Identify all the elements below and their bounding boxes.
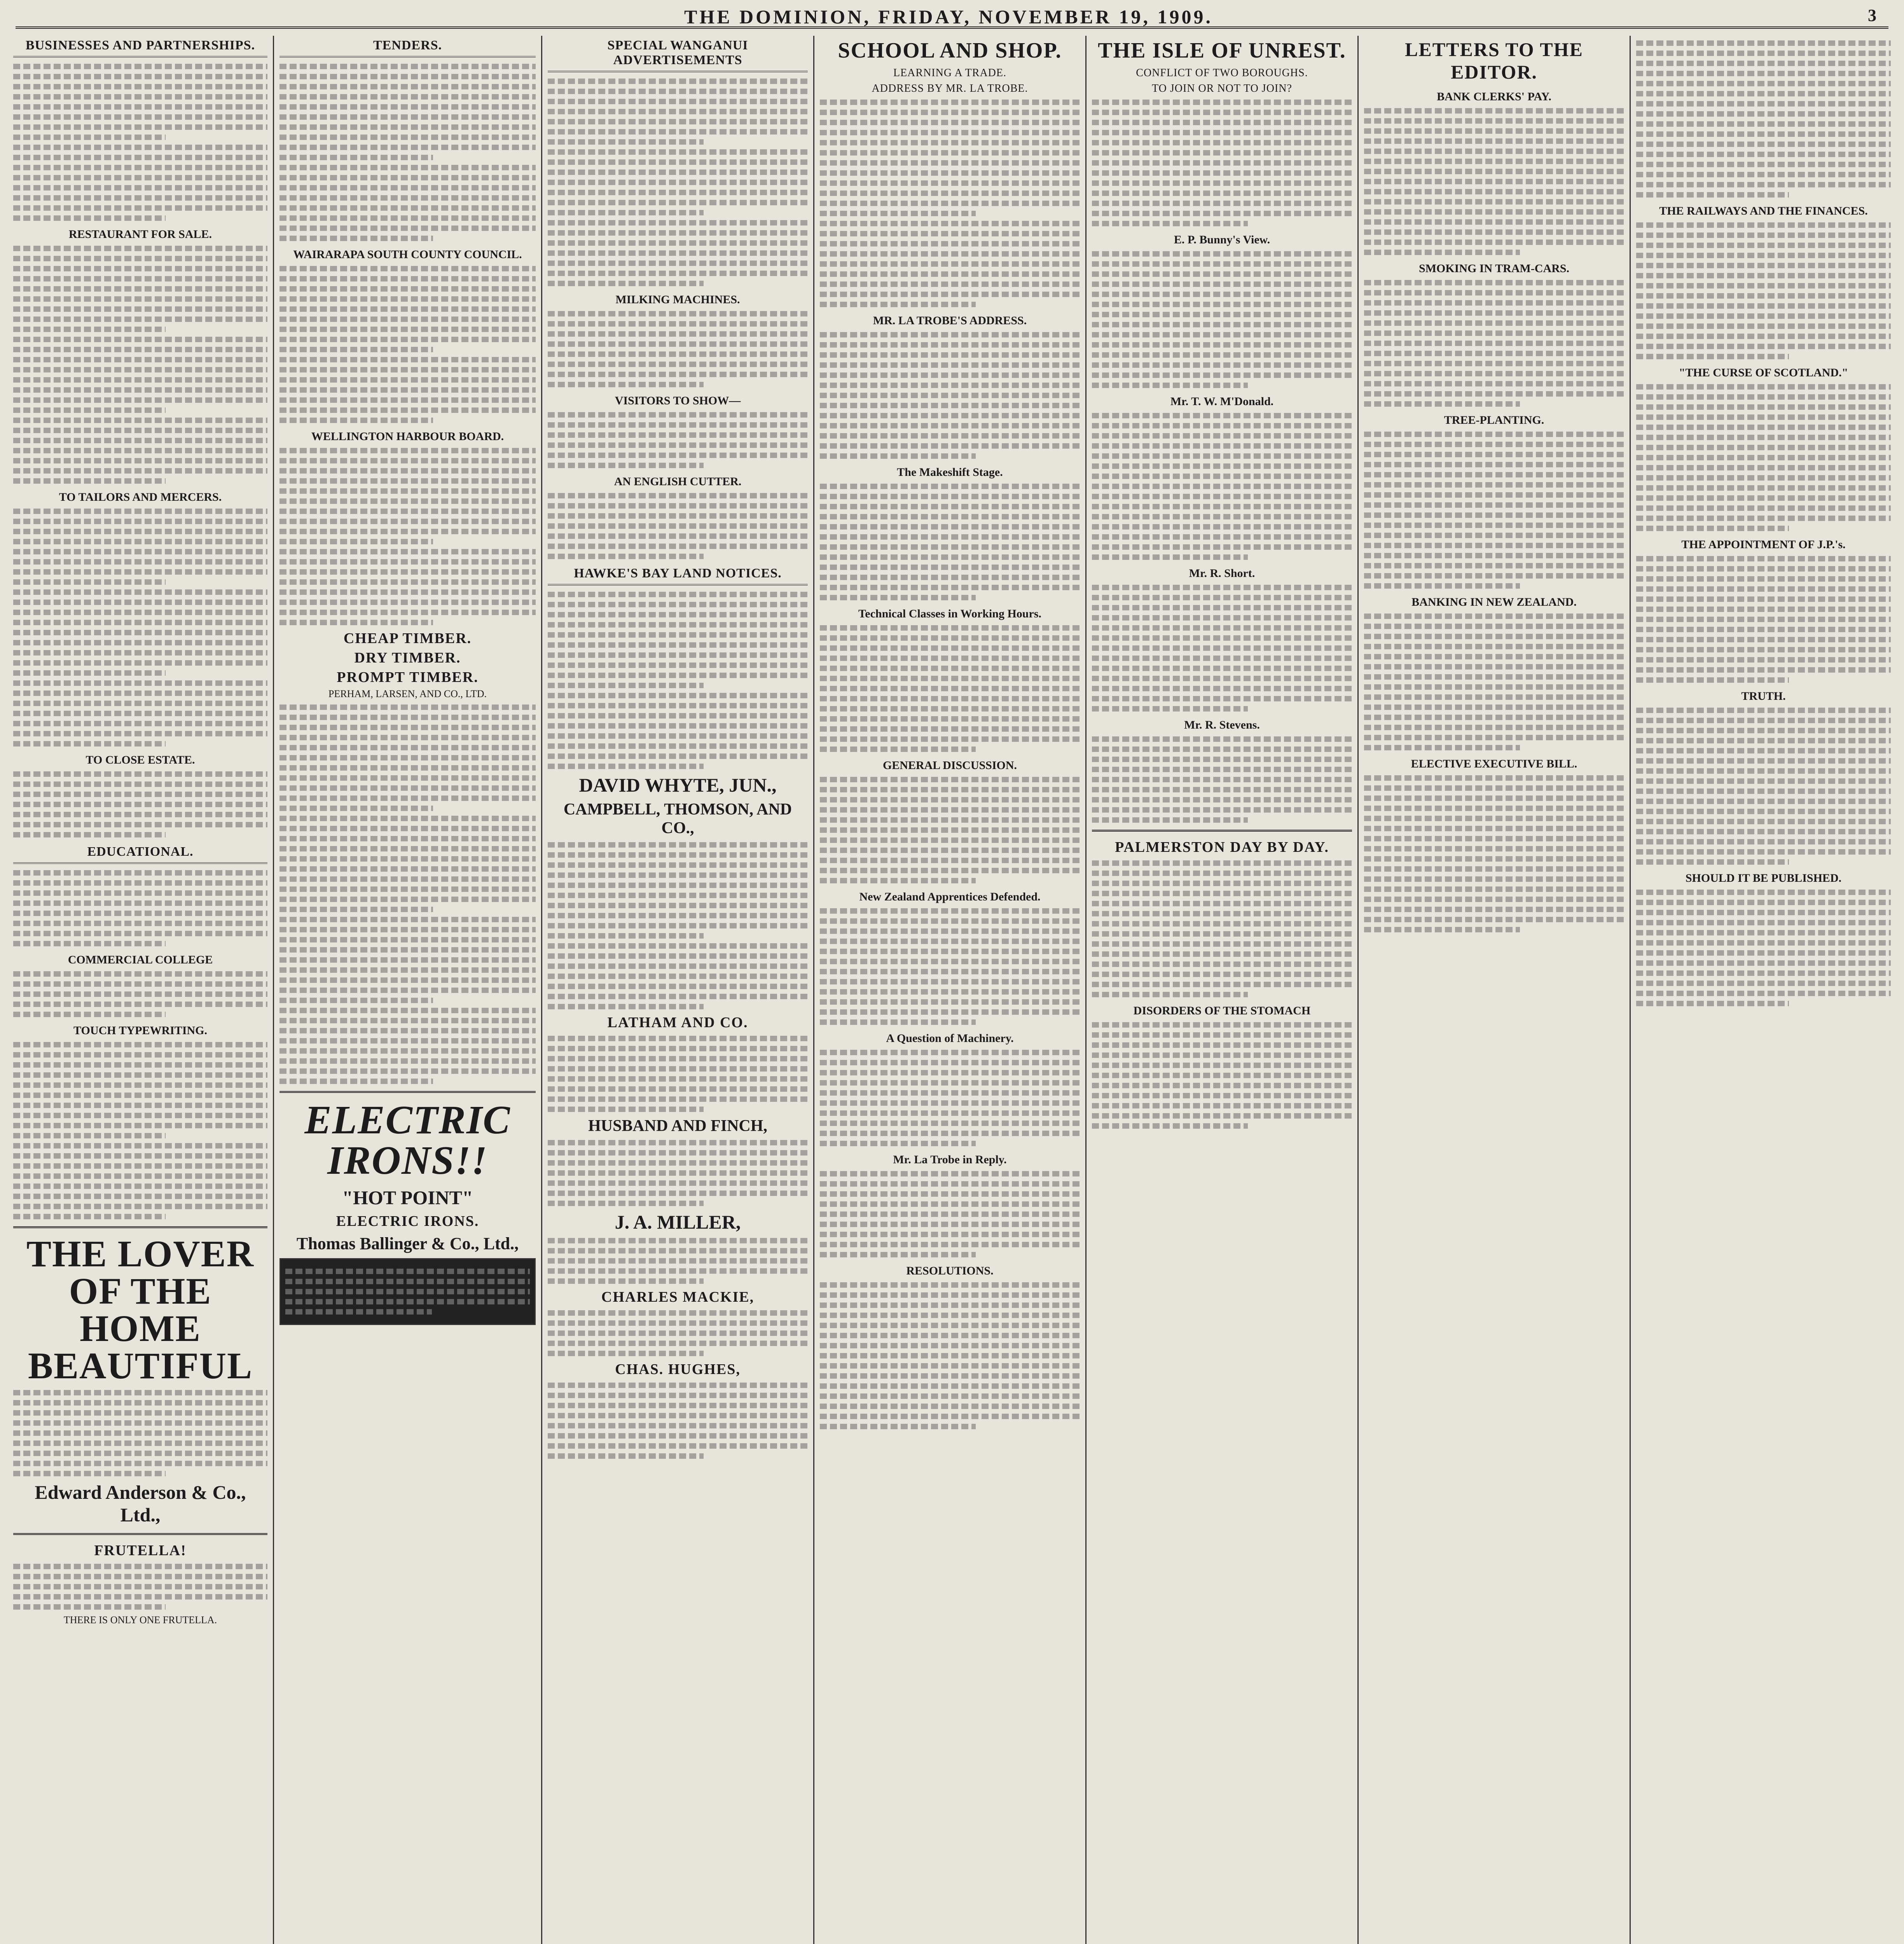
article-subheading: TREE-PLANTING. xyxy=(1444,414,1544,427)
advertisement-text xyxy=(285,1269,530,1315)
article-text xyxy=(820,1050,1080,1146)
advertisement-company: HUSBAND AND FINCH, xyxy=(588,1117,767,1135)
article-text xyxy=(820,777,1080,883)
classified-ads xyxy=(13,64,267,221)
advertisement-text xyxy=(548,311,808,387)
article-text xyxy=(820,484,1080,600)
letter-text xyxy=(1364,432,1624,589)
advertisement-headline: PROMPT TIMBER. xyxy=(337,669,479,685)
article-text xyxy=(1092,100,1352,226)
classified-ads xyxy=(13,509,267,746)
advertisement-company: CHARLES MACKIE, xyxy=(601,1289,755,1305)
classified-ads xyxy=(13,870,267,946)
article-text xyxy=(820,1282,1080,1429)
advertisement-company: J. A. MILLER, xyxy=(615,1211,741,1233)
tender-notices xyxy=(279,705,536,1084)
section-heading: WAIRARAPA SOUTH COUNTY COUNCIL. xyxy=(293,248,522,261)
section-heading: AN ENGLISH CUTTER. xyxy=(614,475,742,488)
advertisement-company: Thomas Ballinger & Co., Ltd., xyxy=(296,1234,519,1253)
page-number: 3 xyxy=(1868,6,1877,25)
section-heading: COMMERCIAL COLLEGE xyxy=(68,953,213,966)
article-text xyxy=(1092,860,1352,997)
article-subheading: LEARNING A TRADE. xyxy=(893,67,1007,79)
advertisement-text xyxy=(13,1390,267,1476)
section-heading: MILKING MACHINES. xyxy=(615,293,740,306)
article-subheading: MR. LA TROBE'S ADDRESS. xyxy=(873,314,1027,327)
advertisement-company: CAMPBELL, THOMSON, AND CO., xyxy=(563,801,792,837)
article-subheading: BANKING IN NEW ZEALAND. xyxy=(1411,596,1577,608)
article-subheading: TRUTH. xyxy=(1741,690,1786,703)
column-6 xyxy=(1359,36,1631,1944)
article-subheading: The Makeshift Stage. xyxy=(897,466,1003,479)
advertisement-headline: ELECTRIC IRONS!! xyxy=(304,1098,511,1183)
advertisement-text xyxy=(548,493,808,559)
masthead-title: THE DOMINION, FRIDAY, NOVEMBER 19, 1909. xyxy=(684,6,1213,28)
advertisement-company: LATHAM AND CO. xyxy=(607,1014,748,1031)
article-text xyxy=(820,100,1080,307)
article-subheading: Mr. T. W. M'Donald. xyxy=(1170,395,1274,408)
advertisement-text xyxy=(1092,1022,1352,1129)
article-text xyxy=(820,625,1080,752)
article-subheading: SHOULD IT BE PUBLISHED. xyxy=(1685,872,1842,885)
tender-notices xyxy=(279,266,536,423)
column-heading: BUSINESSES AND PARTNERSHIPS. xyxy=(13,36,267,58)
classified-ads xyxy=(13,1042,267,1219)
land-notices xyxy=(548,1238,808,1284)
article-subheading: ADDRESS BY MR. LA TROBE. xyxy=(872,82,1028,94)
advertisement-text xyxy=(548,79,808,286)
land-notices xyxy=(548,592,808,769)
article-headline: THE ISLE OF UNREST. xyxy=(1098,38,1346,63)
land-notices xyxy=(548,1310,808,1356)
column-3 xyxy=(542,36,814,1944)
advertisement-text xyxy=(548,412,808,468)
advertisement-headline: CHEAP TIMBER. xyxy=(343,630,472,647)
article-subheading: Mr. R. Short. xyxy=(1189,567,1255,580)
advertisement-company: PERHAM, LARSEN, AND CO., LTD. xyxy=(328,688,487,699)
section-heading: RESTAURANT FOR SALE. xyxy=(68,228,212,241)
article-subheading: GENERAL DISCUSSION. xyxy=(882,759,1017,772)
section-heading: EDUCATIONAL. xyxy=(13,842,267,864)
column-4 xyxy=(814,36,1087,1944)
advertisement-headline: THE LOVER OF THE HOME BEAUTIFUL xyxy=(26,1233,255,1386)
column-2 xyxy=(274,36,542,1944)
advertisement-company: Edward Anderson & Co., Ltd., xyxy=(35,1481,246,1526)
column-1 xyxy=(8,36,274,1944)
classified-ads xyxy=(13,771,267,837)
article-subheading: A Question of Machinery. xyxy=(886,1032,1014,1045)
article-headline: LETTERS TO THE EDITOR. xyxy=(1405,38,1583,83)
article-subheading: "THE CURSE OF SCOTLAND." xyxy=(1679,366,1848,379)
land-notices xyxy=(548,1140,808,1206)
letter-text xyxy=(1364,280,1624,407)
article-subheading: New Zealand Apprentices Defended. xyxy=(859,890,1041,903)
column-heading: SPECIAL WANGANUI ADVERTISEMENTS xyxy=(548,36,808,72)
column-heading: TENDERS. xyxy=(279,36,536,58)
advertisement-headline: FRUTELLA! xyxy=(94,1542,187,1559)
advertisement-footer: THERE IS ONLY ONE FRUTELLA. xyxy=(63,1614,217,1626)
article-subheading: Technical Classes in Working Hours. xyxy=(858,607,1041,620)
article-headline: SCHOOL AND SHOP. xyxy=(838,38,1062,63)
article-text xyxy=(820,1171,1080,1257)
advertisement-box xyxy=(279,1258,536,1325)
article-text xyxy=(1092,585,1352,712)
article-subheading: Mr. R. Stevens. xyxy=(1184,719,1260,731)
article-text xyxy=(1092,736,1352,823)
section-heading: TOUCH TYPEWRITING. xyxy=(73,1024,207,1037)
advertisement-company: CHAS. HUGHES, xyxy=(615,1361,741,1378)
letter-text xyxy=(1364,614,1624,750)
article-subheading: E. P. Bunny's View. xyxy=(1174,233,1270,246)
classified-ads xyxy=(13,246,267,484)
letter-text xyxy=(1636,222,1891,359)
letter-text xyxy=(1364,108,1624,255)
article-subheading: TO JOIN OR NOT TO JOIN? xyxy=(1152,82,1292,94)
column-7 xyxy=(1631,36,1896,1944)
letter-text xyxy=(1636,384,1891,531)
article-subheading: CONFLICT OF TWO BOROUGHS. xyxy=(1136,67,1308,79)
advertisement-product: "HOT POINT" xyxy=(342,1187,473,1208)
article-subheading: ELECTIVE EXECUTIVE BILL. xyxy=(1411,757,1577,770)
land-notices xyxy=(548,1383,808,1459)
advertisement-company: DAVID WHYTE, JUN., xyxy=(579,774,777,796)
land-notices xyxy=(548,842,808,1009)
article-subheading: Mr. La Trobe in Reply. xyxy=(893,1153,1007,1166)
advertisement-headline: DRY TIMBER. xyxy=(354,650,461,666)
article-text xyxy=(1092,251,1352,388)
section-heading: HAWKE'S BAY LAND NOTICES. xyxy=(548,564,808,586)
section-heading: VISITORS TO SHOW— xyxy=(615,394,741,407)
article-subheading: THE APPOINTMENT OF J.P.'s. xyxy=(1681,538,1846,551)
letter-text xyxy=(1636,708,1891,865)
column-5 xyxy=(1087,36,1359,1944)
article-subheading: BANK CLERKS' PAY. xyxy=(1437,90,1551,103)
classified-ads xyxy=(13,971,267,1017)
article-subheading: THE RAILWAYS AND THE FINANCES. xyxy=(1659,205,1868,217)
tender-notices xyxy=(279,64,536,241)
section-heading: TO TAILORS AND MERCERS. xyxy=(59,491,222,503)
section-heading: WELLINGTON HARBOUR BOARD. xyxy=(311,430,504,443)
advertisement-subheading: ELECTRIC IRONS. xyxy=(336,1213,479,1229)
advertisement-headline: DISORDERS OF THE STOMACH xyxy=(1133,1004,1311,1017)
article-text xyxy=(820,332,1080,459)
section-heading: TO CLOSE ESTATE. xyxy=(86,753,195,766)
letter-text xyxy=(1364,775,1624,932)
article-headline: PALMERSTON DAY BY DAY. xyxy=(1115,839,1329,855)
letter-text xyxy=(1636,556,1891,683)
article-subheading: SMOKING IN TRAM-CARS. xyxy=(1419,262,1569,275)
article-subheading: RESOLUTIONS. xyxy=(906,1264,994,1277)
advertisement-text xyxy=(13,1564,267,1610)
article-text xyxy=(820,908,1080,1025)
letter-text xyxy=(1636,40,1891,198)
tender-notices xyxy=(279,448,536,625)
masthead xyxy=(16,3,1888,29)
land-notices xyxy=(548,1036,808,1112)
article-text xyxy=(1092,413,1352,560)
letter-text xyxy=(1636,890,1891,1006)
